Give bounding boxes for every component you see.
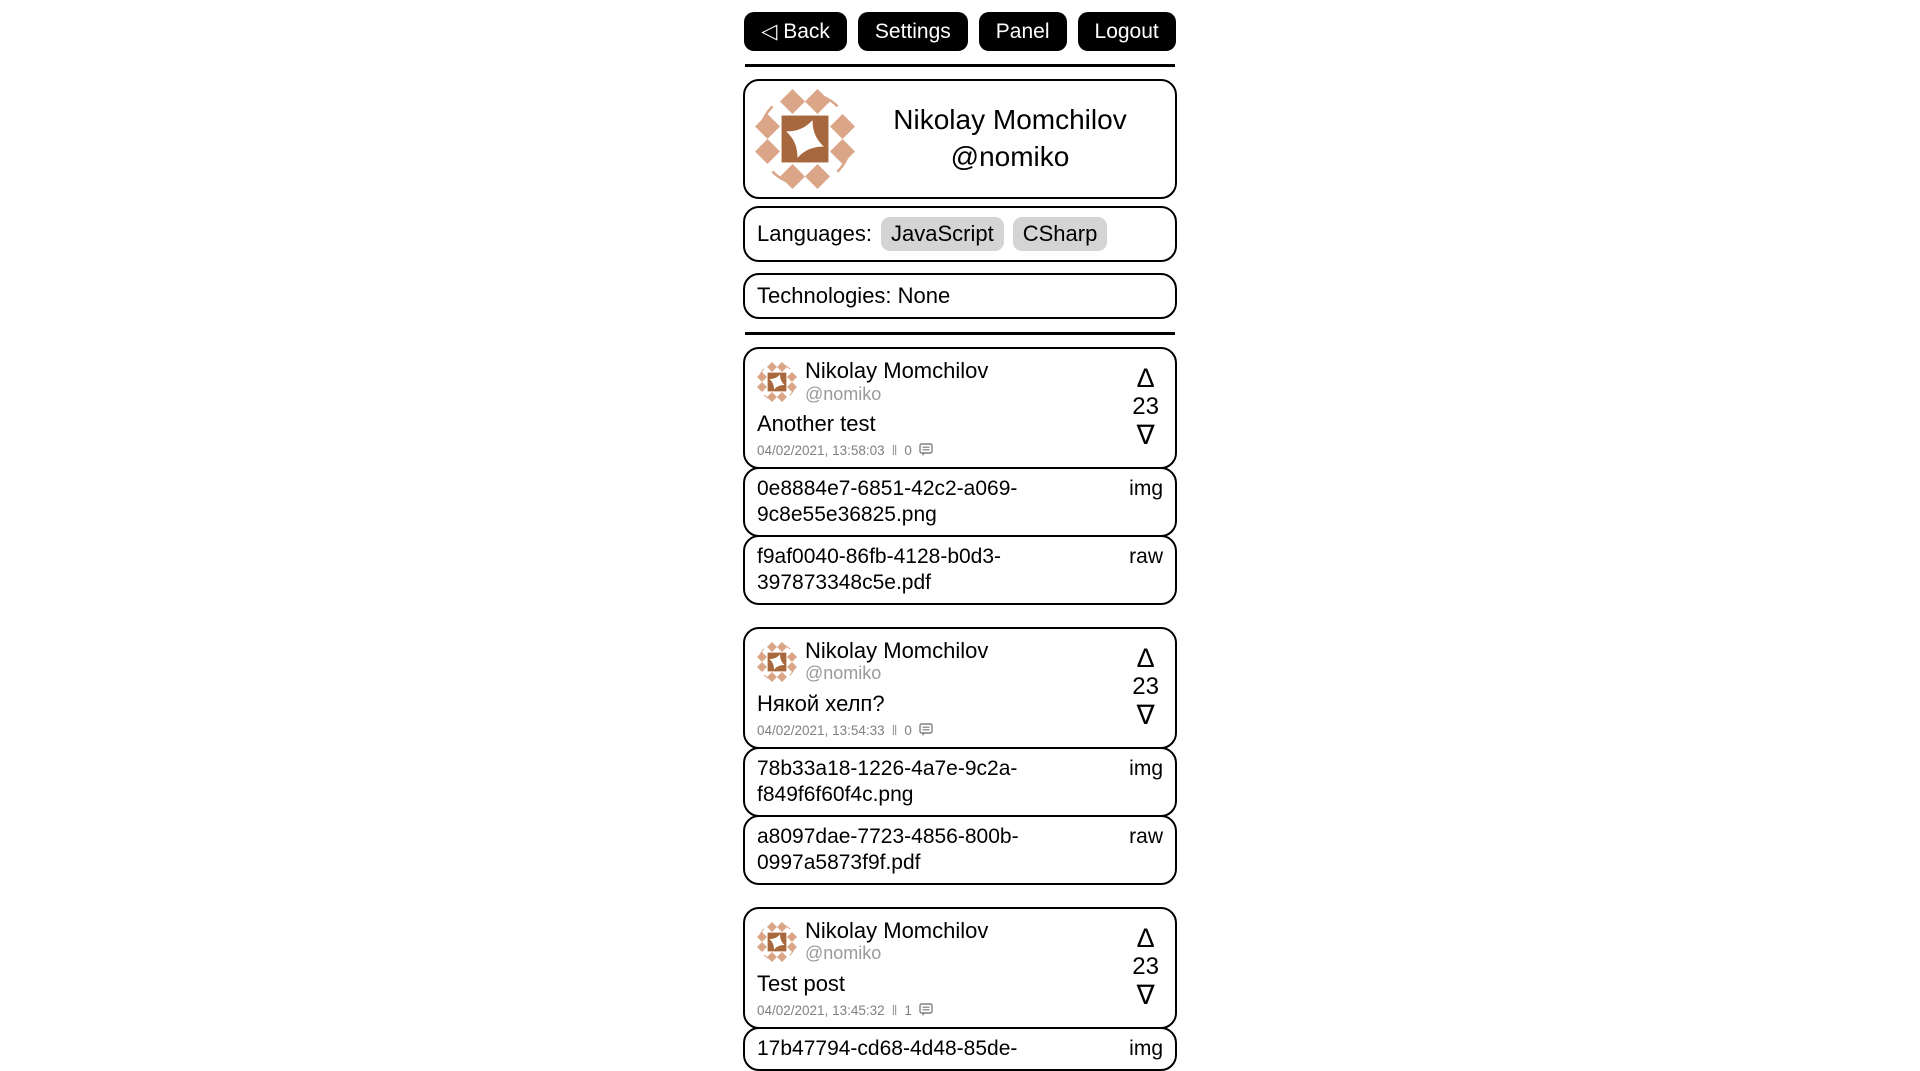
logout-button[interactable]: Logout — [1078, 12, 1176, 51]
post-header — [757, 359, 1163, 404]
post-author-handle: @nomiko — [805, 943, 882, 964]
vote-column — [1132, 645, 1159, 729]
profile-card — [743, 79, 1177, 199]
attachment-type-badge: raw — [1129, 824, 1163, 848]
post-group — [743, 627, 1177, 885]
language-chip: CSharp — [1013, 217, 1108, 251]
post-meta — [757, 722, 1163, 738]
upvote-button[interactable]: Δ — [1136, 643, 1155, 674]
post-meta — [757, 1002, 1163, 1018]
downvote-button[interactable]: ∇ — [1136, 979, 1155, 1010]
attachment-type-badge: img — [1129, 1036, 1163, 1060]
attachment-row[interactable] — [743, 535, 1177, 606]
vote-score: 23 — [1132, 953, 1159, 981]
speech-bubble-icon — [919, 723, 933, 737]
post-header — [757, 639, 1163, 684]
upvote-button[interactable]: Δ — [1136, 923, 1155, 954]
post-author-block — [805, 639, 988, 684]
panel-button[interactable]: Panel — [979, 12, 1067, 51]
post-author-handle: @nomiko — [805, 383, 882, 404]
vote-column — [1132, 925, 1159, 1009]
post-author-name: Nikolay Momchilov — [805, 918, 989, 944]
attachment-row[interactable] — [743, 467, 1177, 538]
post-card[interactable] — [743, 907, 1177, 1029]
post-title: Test post — [757, 971, 846, 997]
attachment-row[interactable] — [743, 815, 1177, 886]
vote-score: 23 — [1132, 393, 1159, 421]
technologies-value: None — [897, 283, 951, 309]
meta-separator: ‖ — [891, 1002, 898, 1019]
post-comment-count: 1 — [904, 1002, 912, 1018]
attachment-row[interactable] — [743, 747, 1177, 818]
meta-separator: ‖ — [891, 442, 898, 459]
attachment-filename: 17b47794-cd68-4d48-85de- — [757, 1036, 1018, 1060]
attachment-filename: 0e8884e7-6851-42c2-a069-9c8e55e36825.png — [757, 476, 1018, 527]
attachment-type-badge: img — [1129, 476, 1163, 500]
attachment-filename: a8097dae-7723-4856-800b-0997a5873f9f.pdf — [757, 824, 1019, 874]
downvote-button[interactable]: ∇ — [1136, 419, 1155, 450]
post-timestamp: 04/02/2021, 13:45:32 — [757, 1002, 885, 1018]
post-card[interactable] — [743, 627, 1177, 749]
post-author-avatar-identicon — [757, 922, 797, 962]
post-author-block — [805, 359, 988, 404]
speech-bubble-icon — [919, 1003, 933, 1017]
settings-button[interactable]: Settings — [858, 12, 968, 51]
languages-card — [743, 206, 1177, 262]
posts-divider — [745, 332, 1175, 335]
attachment-row[interactable] — [743, 1027, 1177, 1071]
speech-bubble-icon — [919, 443, 933, 457]
technologies-card — [743, 273, 1177, 319]
profile-avatar-identicon — [755, 89, 855, 189]
language-chip: JavaScript — [881, 217, 1004, 251]
profile-handle: @nomiko — [950, 141, 1070, 172]
downvote-button[interactable]: ∇ — [1136, 699, 1155, 730]
post-comment-count: 0 — [904, 442, 912, 458]
top-nav — [743, 12, 1177, 51]
post-title: Another test — [757, 411, 876, 437]
post-author-avatar-identicon — [757, 642, 797, 682]
back-button[interactable]: ◁ Back — [744, 12, 847, 51]
post-timestamp: 04/02/2021, 13:58:03 — [757, 442, 885, 458]
profile-names — [855, 102, 1165, 176]
post-author-name: Nikolay Momchilov — [805, 638, 989, 664]
attachment-filename: f9af0040-86fb-4128-b0d3-397873348c5e.pdf — [757, 544, 1002, 595]
post-author-block — [805, 919, 988, 964]
vote-score: 23 — [1132, 673, 1159, 701]
technologies-label: Technologies: — [757, 283, 892, 309]
post-card[interactable] — [743, 347, 1177, 469]
top-divider — [745, 64, 1175, 67]
post-author-name: Nikolay Momchilov — [805, 358, 989, 384]
upvote-button[interactable]: Δ — [1136, 363, 1155, 394]
vote-column — [1132, 365, 1159, 449]
post-comment-count: 0 — [904, 722, 912, 738]
attachment-type-badge: raw — [1129, 544, 1163, 568]
post-meta — [757, 442, 1163, 458]
post-title: Някой хелп? — [757, 691, 885, 717]
profile-name: Nikolay Momchilov — [893, 104, 1127, 136]
post-author-avatar-identicon — [757, 362, 797, 402]
post-header — [757, 919, 1163, 964]
attachment-filename: 78b33a18-1226-4a7e-9c2a-f849f6f60f4c.png — [757, 756, 1018, 806]
post-timestamp: 04/02/2021, 13:54:33 — [757, 722, 885, 738]
post-author-handle: @nomiko — [805, 663, 882, 684]
meta-separator: ‖ — [891, 722, 898, 739]
post-group — [743, 347, 1177, 605]
languages-label: Languages: — [757, 221, 872, 247]
profile-page — [743, 12, 1177, 1071]
post-group — [743, 907, 1177, 1071]
attachment-type-badge: img — [1129, 756, 1163, 780]
